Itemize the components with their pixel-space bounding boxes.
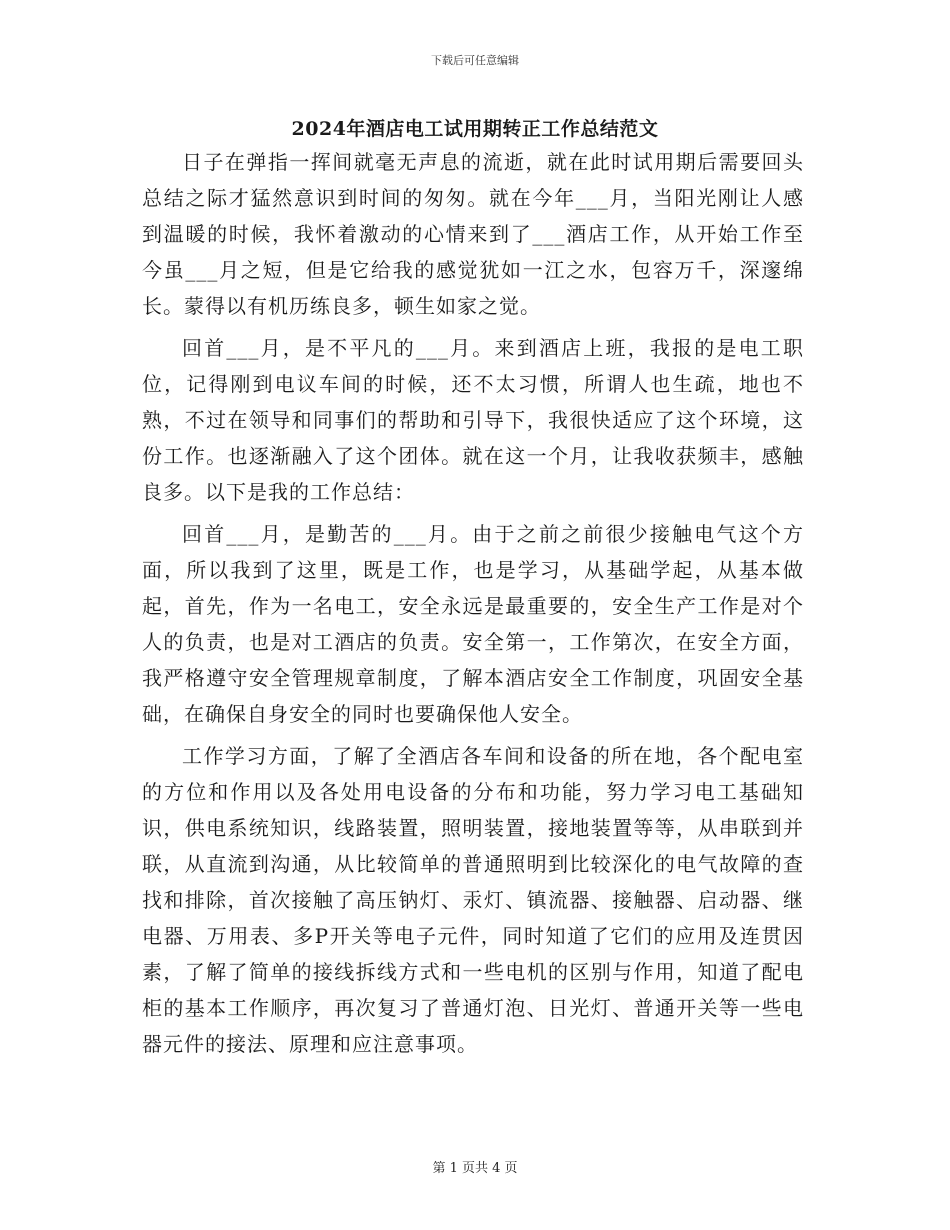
paragraph-2: 回首___月，是不平凡的___月。来到酒店上班，我报的是电工职位，记得刚到电议车间的时候，还不太习惯，所谓人也生疏，地也不熟，不过在领导和同事们的帮助和引导下，我很快适应了这个环境，这份工作。也逐渐融入了这个团体。就在这一个月，让我收获频丰，感触良多。以下是我的工作总结： xyxy=(142,336,804,504)
page-number: 第 1 页共 4 页 xyxy=(432,1161,518,1176)
document-body xyxy=(142,144,804,1068)
paragraph-4: 工作学习方面，了解了全酒店各车间和设备的所在地，各个配电室的方位和作用以及各处用电设备的分布和功能，努力学习电工基础知识，供电系统知识，线路装置，照明装置，接地装置等等，从串联到并联，从直流到沟通，从比较简单的普通照明到比较深化的电气故障的查找和排除，首次接触了高压钠灯、汞灯、镇流器、接触器、启动器、继电器、万用表、多P开关等电子元件，同时知道了它们的应用及连贯因素，了解了简单的接线拆线方式和一些电机的区别与作用，知道了配电柜的基本工作顺序，再次复习了普通灯泡、日光灯、普通开关等一些电器元件的接法、原理和应注意事项。 xyxy=(142,744,804,1056)
document-title: 2024年酒店电工试用期转正工作总结范文 xyxy=(291,118,659,140)
page-header-note: 下载后可任意编辑 xyxy=(431,54,519,67)
paragraph-1: 日子在弹指一挥间就毫无声息的流逝，就在此时试用期后需要回头总结之际才猛然意识到时间的匆匆。就在今年___月，当阳光刚让人感到温暖的时候，我怀着激动的心情来到了___酒店工作，从开始工作至今虽___月之短，但是它给我的感觉犹如一江之水，包容万千，深邃绵长。蒙得以有机历练良多，顿生如家之觉。 xyxy=(142,150,804,318)
paragraph-3: 回首___月，是勤苦的___月。由于之前之前很少接触电气这个方面，所以我到了这里，既是工作，也是学习，从基础学起，从基本做起，首先，作为一名电工，安全永远是最重要的，安全生产工作是对个人的负责，也是对工酒店的负责。安全第一，工作第次，在安全方面，我严格遵守安全管理规章制度，了解本酒店安全工作制度，巩固安全基础，在确保自身安全的同时也要确保他人安全。 xyxy=(142,522,804,726)
